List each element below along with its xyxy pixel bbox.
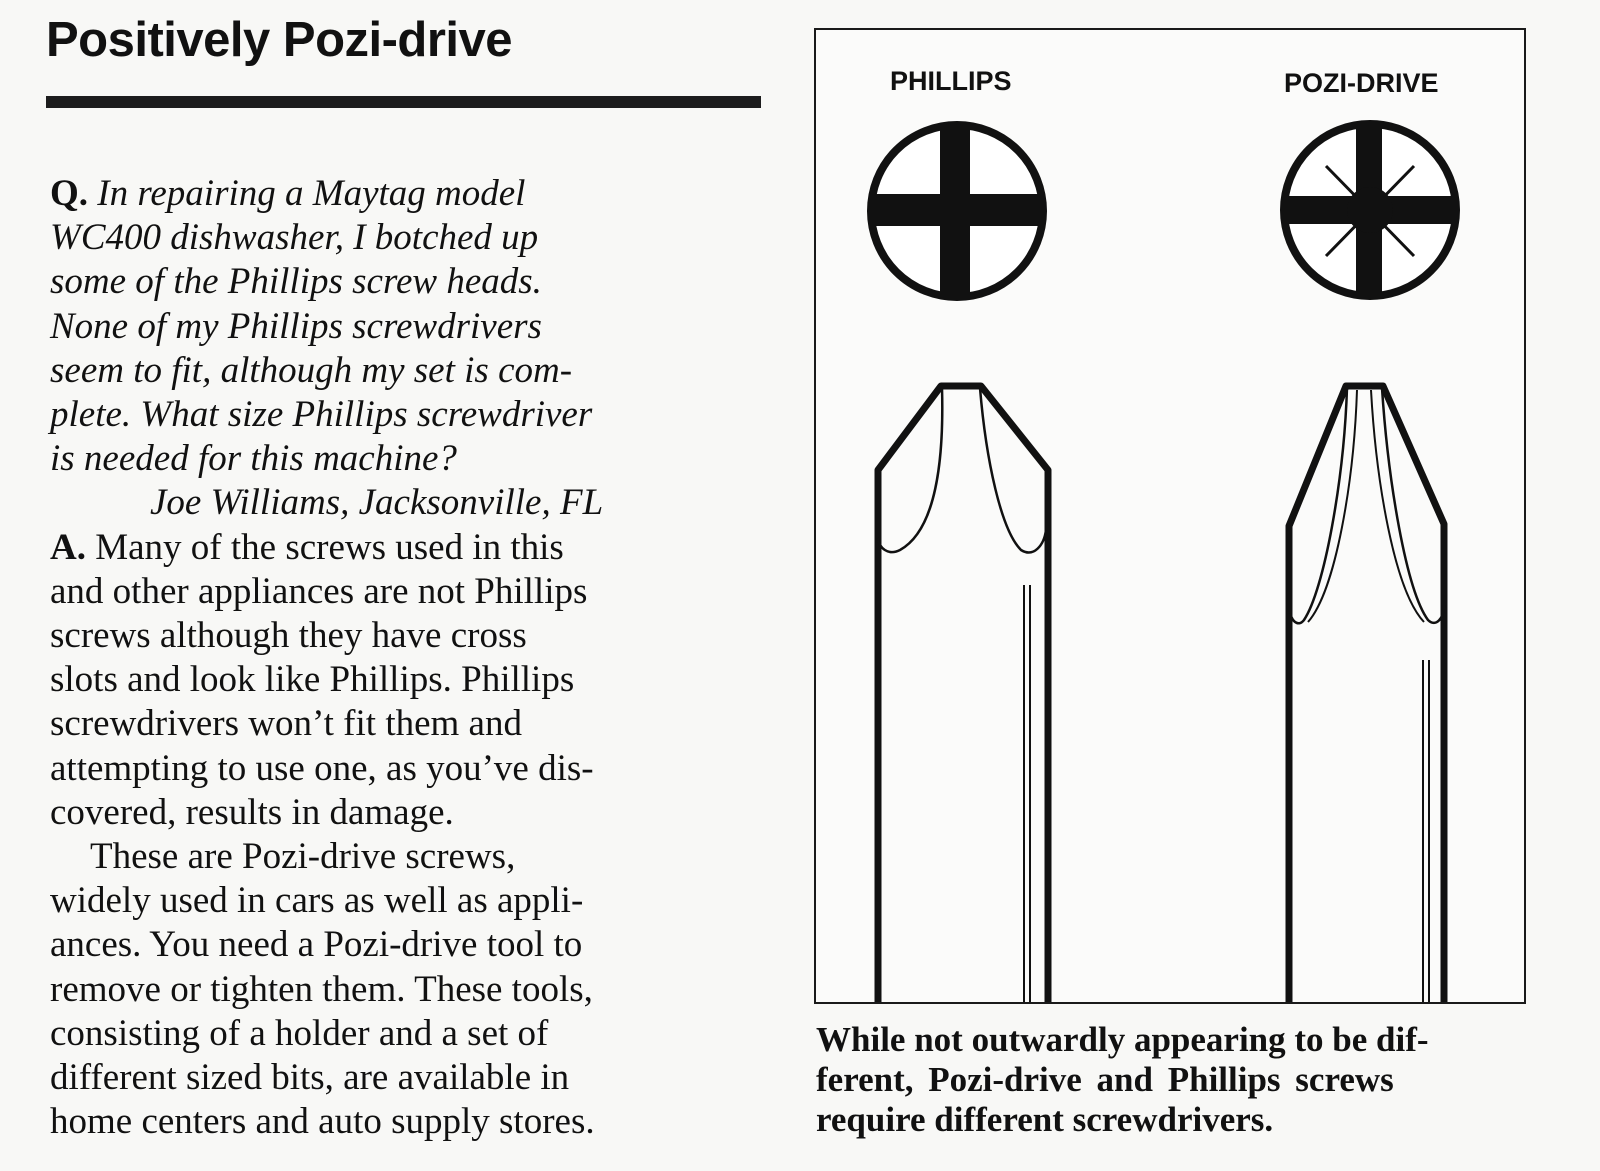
question-signature: Joe Williams, Jacksonville, FL bbox=[150, 482, 604, 524]
article-headline: Positively Pozi-drive bbox=[46, 13, 513, 67]
pozidrive-screw-head-icon bbox=[1284, 124, 1458, 296]
answer-line: consisting of a holder and a set of bbox=[50, 1012, 549, 1054]
answer-line: These are Pozi-drive screws, bbox=[90, 836, 516, 878]
caption-line: While not outwardly appearing to be dif- bbox=[816, 1020, 1429, 1059]
phillips-screwdriver-tip-icon bbox=[878, 386, 1048, 1002]
question-line: Q. In repairing a Maytag model bbox=[50, 173, 526, 214]
illustration-box bbox=[814, 28, 1526, 1004]
answer-block bbox=[50, 526, 750, 1145]
answer-line: screwdrivers won’t fit them and bbox=[50, 703, 522, 745]
answer-line: covered, results in damage. bbox=[50, 791, 454, 833]
question-line: is needed for this machine? bbox=[50, 438, 457, 480]
caption-line: ferent, Pozi-drive and Phillips screws bbox=[816, 1060, 1394, 1099]
illustration-drawing bbox=[816, 30, 1524, 1002]
pozidrive-label: POZI-DRIVE bbox=[1284, 68, 1439, 98]
phillips-screw-head-icon bbox=[871, 125, 1044, 297]
question-line: plete. What size Phillips screwdriver bbox=[50, 394, 593, 436]
question-line: seem to fit, although my set is com- bbox=[50, 349, 573, 391]
question-line: some of the Phillips screw heads. bbox=[50, 261, 542, 303]
answer-label: A. bbox=[50, 526, 86, 568]
question-line: WC400 dishwasher, I botched up bbox=[50, 217, 539, 259]
figure-caption bbox=[816, 1020, 1536, 1140]
question-label: Q. bbox=[50, 173, 89, 214]
caption-line: require different screwdrivers. bbox=[816, 1100, 1274, 1139]
answer-line: widely used in cars as well as appli- bbox=[50, 880, 584, 922]
answer-line: A. Many of the screws used in this bbox=[50, 526, 564, 568]
answer-line: screws although they have cross bbox=[50, 615, 527, 657]
answer-line: slots and look like Phillips. Phillips bbox=[50, 659, 575, 701]
answer-line: different sized bits, are available in bbox=[50, 1057, 570, 1099]
question-line: None of my Phillips screwdrivers bbox=[50, 305, 542, 347]
answer-line: and other appliances are not Phillips bbox=[50, 570, 588, 612]
answer-line: ances. You need a Pozi-drive tool to bbox=[50, 924, 583, 966]
answer-line: attempting to use one, as you’ve dis- bbox=[50, 747, 594, 789]
headline-rule bbox=[46, 96, 761, 108]
question-block bbox=[50, 172, 750, 526]
answer-line: remove or tighten them. These tools, bbox=[50, 968, 593, 1010]
pozidrive-screwdriver-tip-icon bbox=[1289, 386, 1444, 1002]
article-body bbox=[50, 172, 750, 1144]
answer-line: home centers and auto supply stores. bbox=[50, 1101, 595, 1143]
phillips-label: PHILLIPS bbox=[890, 66, 1012, 96]
